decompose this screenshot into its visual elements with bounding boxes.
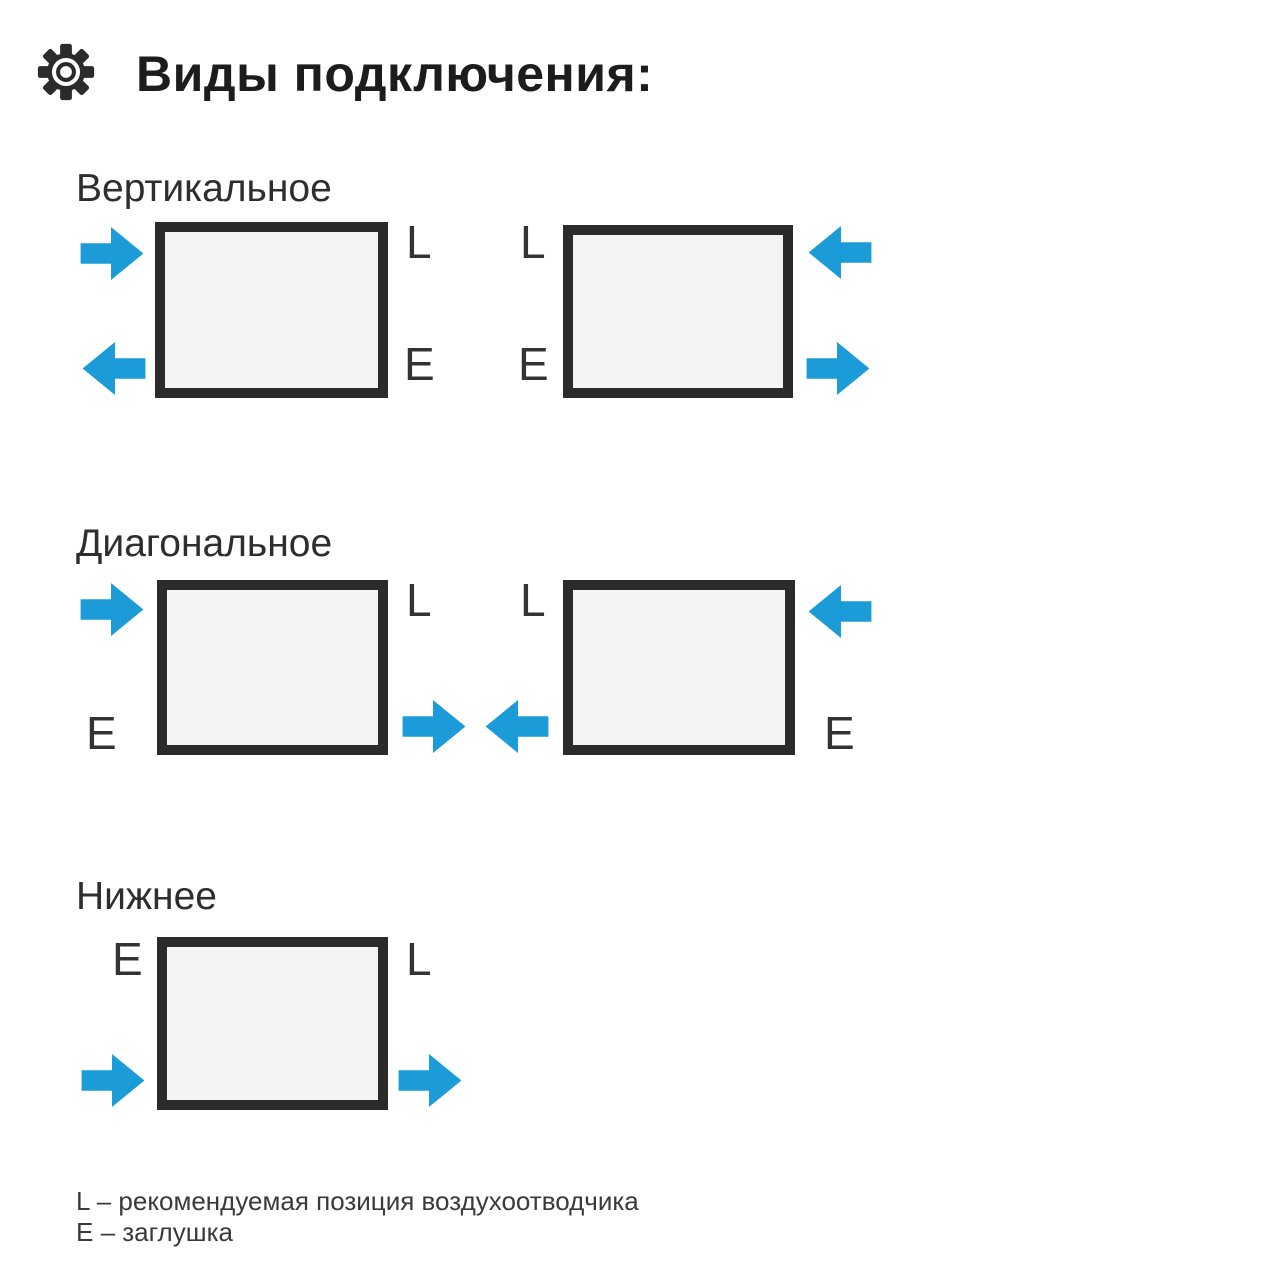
page-title: Виды подключения: [136, 46, 654, 102]
legend-line-air-vent: L – рекомендуемая позиция воздухоотводчика [76, 1186, 639, 1216]
section-label: Диагональное [76, 522, 333, 565]
flow-arrow-right-icon [398, 1054, 462, 1107]
radiator-box [157, 937, 388, 1110]
port-label-air-vent: L [520, 216, 546, 268]
port-label-air-vent: L [406, 933, 432, 985]
port-label-plug: E [824, 707, 855, 759]
legend [76, 1186, 639, 1248]
section-label: Нижнее [76, 875, 217, 918]
flow-arrow-left-icon [808, 585, 872, 638]
flow-arrow-right-icon [402, 700, 466, 753]
port-label-plug: E [112, 933, 143, 985]
flow-arrow-left-icon [808, 226, 872, 279]
port-label-plug: E [518, 338, 549, 390]
radiator-box [563, 580, 795, 755]
legend-line-plug: E – заглушка [76, 1217, 233, 1247]
port-label-air-vent: L [406, 574, 432, 626]
port-label-plug: E [404, 338, 435, 390]
radiator-box [155, 222, 388, 398]
gear-icon [37, 43, 95, 101]
flow-arrow-right-icon [80, 583, 144, 636]
flow-arrow-right-icon [81, 1054, 145, 1107]
flow-arrow-right-icon [806, 342, 870, 395]
port-label-air-vent: L [406, 216, 432, 268]
radiator-box [157, 580, 388, 755]
flow-arrow-left-icon [485, 700, 549, 753]
radiator-box [563, 225, 793, 398]
section-label: Вертикальное [76, 167, 332, 210]
flow-arrow-left-icon [82, 342, 146, 395]
flow-arrow-right-icon [80, 227, 144, 280]
port-label-plug: E [86, 707, 117, 759]
port-label-air-vent: L [520, 574, 546, 626]
